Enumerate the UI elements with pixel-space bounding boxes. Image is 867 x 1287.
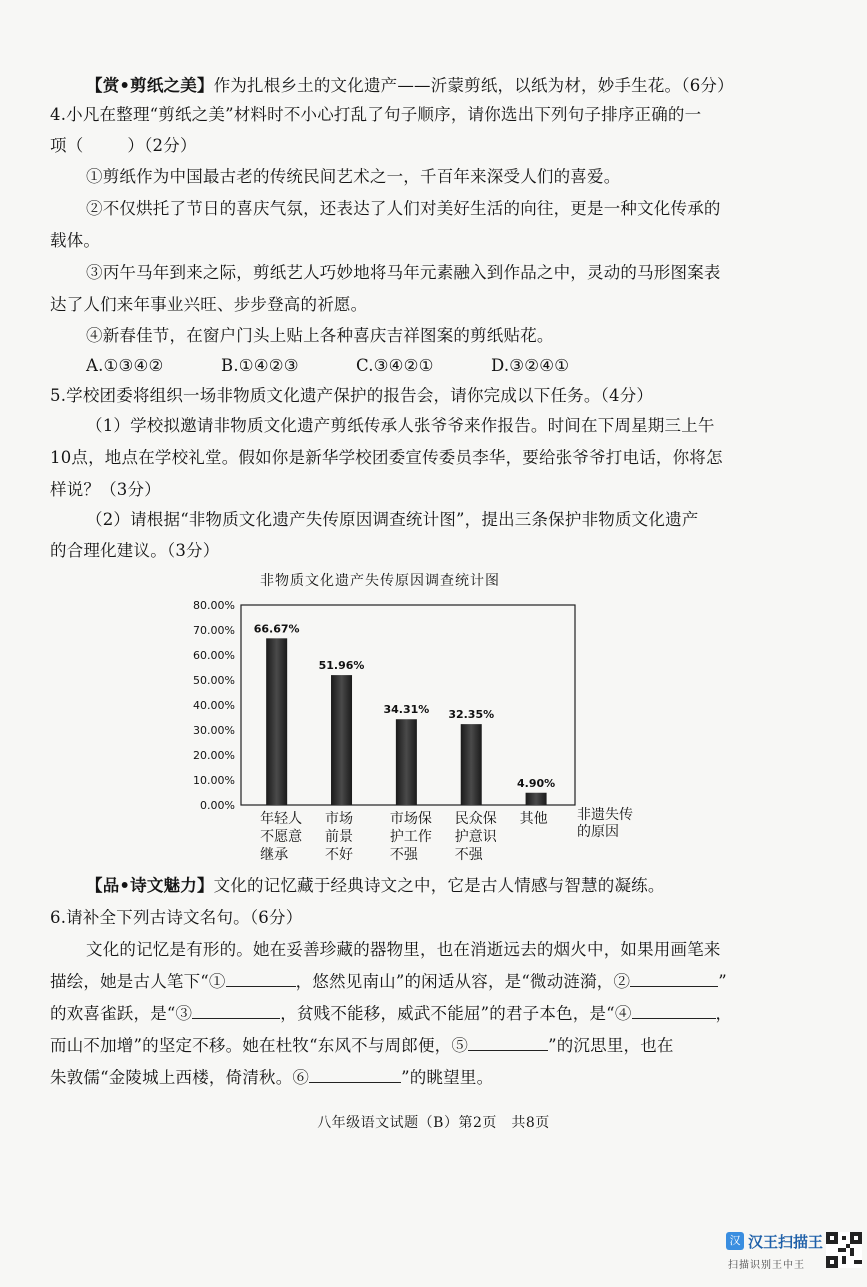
x-category-label: 市场保 <box>389 811 432 827</box>
question-4-stem: 4.小凡在整理“剪纸之美”材料时不小心打乱了句子顺序，请你选出下列句子排序正确的一 <box>50 105 702 124</box>
option-b[interactable]: B.①④②③ <box>221 356 299 375</box>
question-5-part-2-cont: 的合理化建议。（3分） <box>50 541 220 560</box>
bar <box>461 724 482 805</box>
scanner-slogan: 扫描识别王中王 <box>728 1260 805 1271</box>
q6-text: ”的沉思里，也在 <box>548 1036 674 1055</box>
x-category-label: 不强 <box>389 847 418 863</box>
x-category-label: 前景 <box>325 829 354 845</box>
y-tick-label: 70.00% <box>193 624 235 637</box>
bar <box>526 793 547 805</box>
q6-text: ” <box>718 972 727 991</box>
section-intro: 作为扎根乡土的文化遗产——沂蒙剪纸，以纸为材，妙手生花。（6分） <box>213 76 734 95</box>
sentence-3: ③丙午马年到来之际，剪纸艺人巧妙地将马年元素融入到作品之中，灵动的马形图案表 <box>86 263 721 282</box>
scanner-watermark <box>726 1232 862 1280</box>
x-category-label: 年轻人 <box>260 811 303 827</box>
bar <box>331 675 352 805</box>
page-footer: 八年级语文试题（B）第2页 共8页 <box>317 1115 550 1131</box>
q6-text-line-4 <box>50 1036 674 1056</box>
q6-text: ，悠然见南山”的闲适从容，是“微动涟漪，② <box>295 972 631 991</box>
bar-chart-svg <box>180 568 660 868</box>
fill-blank-1[interactable] <box>226 972 296 987</box>
answer-prefix: 项（ <box>50 136 84 155</box>
q6-text: 朱敦儒“金陵城上西楼，倚清秋。⑥ <box>50 1068 310 1087</box>
question-5-stem: 5.学校团委将组织一场非物质文化遗产保护的报告会，请你完成以下任务。（4分） <box>50 386 654 405</box>
section-intro: 文化的记忆藏于经典诗文之中，它是古人情感与智慧的凝练。 <box>213 876 665 895</box>
x-category-label: 不强 <box>454 847 483 863</box>
option-a[interactable]: A.①③④② <box>86 356 164 375</box>
x-category-label: 市场 <box>325 811 354 827</box>
bar-value-label: 34.31% <box>383 703 430 717</box>
option-d[interactable]: D.③②④① <box>491 356 570 375</box>
q6-text-line-3 <box>50 1004 732 1024</box>
x-category-label: 护意识 <box>454 829 497 845</box>
x-category-label: 不好 <box>325 847 354 863</box>
survey-chart <box>180 568 660 868</box>
q6-text: ，贫贱不能移，威武不能屈”的君子本色，是“④ <box>280 1004 632 1023</box>
fill-blank-5[interactable] <box>468 1036 548 1051</box>
y-tick-label: 10.00% <box>193 774 235 787</box>
question-5-part-1: （1）学校拟邀请非物质文化遗产剪纸传承人张爷爷来作报告。时间在下周星期三上午 <box>86 416 715 435</box>
question-5-part-1-end: 样说？（3分） <box>50 480 161 499</box>
scanner-logo-icon: 汉 <box>726 1232 744 1250</box>
section-tag: 【品•诗文魅力】 <box>86 876 214 895</box>
sentence-2-cont: 载体。 <box>50 231 101 250</box>
qr-code-icon <box>826 1232 862 1268</box>
fill-blank-3[interactable] <box>192 1004 280 1019</box>
x-category-label: 不愿意 <box>260 829 303 845</box>
x-axis-label: 非遗失传 <box>577 807 633 823</box>
bar <box>396 719 417 805</box>
y-tick-label: 50.00% <box>193 674 235 687</box>
bar-value-label: 4.90% <box>517 776 556 790</box>
fill-blank-4[interactable] <box>632 1004 716 1019</box>
q6-text: ”的眺望里。 <box>401 1068 494 1087</box>
question-5-part-1-cont: 10点，地点在学校礼堂。假如你是新华学校团委宣传委员李华，要给张爷爷打电话，你将怎 <box>50 448 723 467</box>
y-tick-label: 20.00% <box>193 749 235 762</box>
q6-text-line-5 <box>50 1068 493 1088</box>
question-4-answer-line <box>50 136 197 156</box>
fill-blank-6[interactable] <box>309 1068 401 1083</box>
y-tick-label: 60.00% <box>193 649 235 662</box>
q6-text: 描绘，她是古人笔下“① <box>50 972 226 991</box>
section-tag: 【赏•剪纸之美】 <box>86 76 214 95</box>
bar <box>266 638 287 805</box>
x-category-label: 继承 <box>260 847 289 863</box>
x-category-label: 其他 <box>519 811 548 827</box>
y-tick-label: 40.00% <box>193 699 235 712</box>
fill-blank-2[interactable] <box>630 972 718 987</box>
section-heading-paper-cutting <box>86 76 734 96</box>
options-row <box>86 356 626 376</box>
x-category-label: 护工作 <box>389 829 432 845</box>
y-tick-label: 30.00% <box>193 724 235 737</box>
bar-value-label: 32.35% <box>448 708 495 722</box>
x-category-label: 民众保 <box>454 811 497 827</box>
section-heading-poetry <box>86 876 665 896</box>
sentence-4: ④新春佳节，在窗户门头上贴上各种喜庆吉祥图案的剪纸贴花。 <box>86 326 554 345</box>
sentence-1: ①剪纸作为中国最古老的传统民间艺术之一，千百年来深受人们的喜爱。 <box>86 167 621 186</box>
option-c[interactable]: C.③④②① <box>356 356 434 375</box>
x-axis-label: 的原因 <box>577 824 619 840</box>
answer-suffix: ）（2分） <box>127 136 197 155</box>
bar-value-label: 51.96% <box>318 659 365 673</box>
q6-text-line-1: 文化的记忆是有形的。她在妥善珍藏的器物里，也在消逝远去的烟火中，如果用画笔来 <box>86 940 721 959</box>
y-tick-label: 80.00% <box>193 599 235 612</box>
scanner-app-name: 汉王扫描王 <box>748 1233 824 1251</box>
q6-text: 而山不加增”的坚定不移。她在杜牧“东风不与周郎便，⑤ <box>50 1036 469 1055</box>
y-tick-label: 0.00% <box>200 799 235 812</box>
q6-text: 的欢喜雀跃，是“③ <box>50 1004 193 1023</box>
sentence-2: ②不仅烘托了节日的喜庆气氛，还表达了人们对美好生活的向往，更是一种文化传承的 <box>86 199 721 218</box>
q6-text-line-2 <box>50 972 727 992</box>
chart-title: 非物质文化遗产失传原因调查统计图 <box>260 573 500 589</box>
q6-text: ， <box>715 1004 733 1023</box>
bar-value-label: 66.67% <box>253 622 300 636</box>
question-5-part-2: （2）请根据“非物质文化遗产失传原因调查统计图”，提出三条保护非物质文化遗产 <box>86 510 699 529</box>
question-6-stem: 6.请补全下列古诗文名句。（6分） <box>50 908 303 927</box>
sentence-3-cont: 达了人们来年事业兴旺、步步登高的祈愿。 <box>50 295 368 314</box>
